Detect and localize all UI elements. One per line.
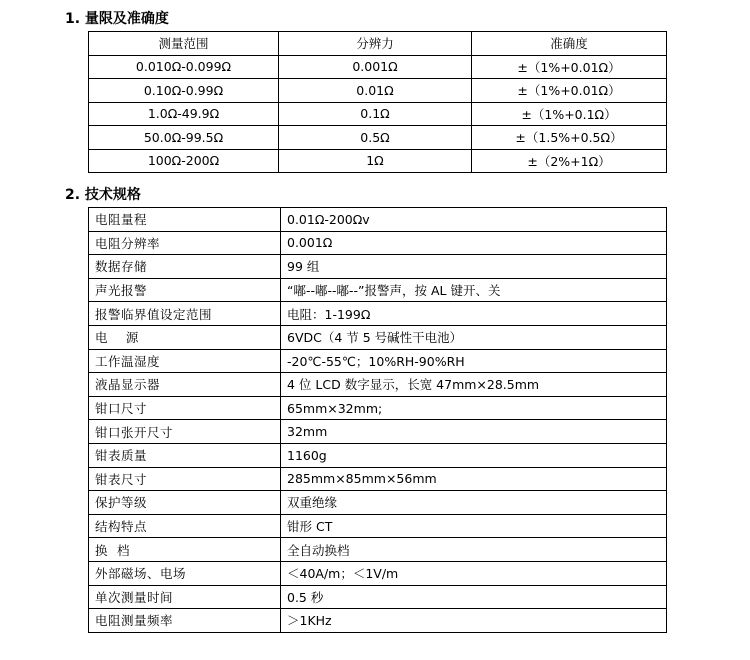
spec-value: 0.01Ω-200Ωv <box>281 208 667 232</box>
resolution-cell: 0.01Ω <box>279 79 472 103</box>
accuracy-cell: ±（1%+0.01Ω） <box>472 55 667 79</box>
spec-label: 钳表尺寸 <box>89 467 281 491</box>
spec-label: 钳表质量 <box>89 443 281 467</box>
table-header-row <box>89 32 667 56</box>
spec-value: 0.5 秒 <box>281 585 667 609</box>
spec-label: 结构特点 <box>89 514 281 538</box>
spec-label: 报警临界值设定范围 <box>89 302 281 326</box>
spec-value: 双重绝缘 <box>281 491 667 515</box>
spec-table <box>88 207 667 633</box>
spec-label: 换 档 <box>89 538 281 562</box>
accuracy-cell: ±（1%+0.01Ω） <box>472 79 667 103</box>
table-row <box>89 443 667 467</box>
section-1-title: 1. 量限及准确度 <box>65 11 169 27</box>
header-accuracy: 准确度 <box>472 32 667 56</box>
spec-label: 电 源 <box>89 325 281 349</box>
table-row <box>89 373 667 397</box>
table-row <box>89 514 667 538</box>
table-row <box>89 538 667 562</box>
range-cell: 0.10Ω-0.99Ω <box>89 79 279 103</box>
resolution-cell: 1Ω <box>279 149 472 173</box>
table-row <box>89 609 667 633</box>
spec-label: 钳口张开尺寸 <box>89 420 281 444</box>
resolution-cell: 0.1Ω <box>279 102 472 126</box>
table-row <box>89 585 667 609</box>
spec-value: ＜40A/m；＜1V/m <box>281 561 667 585</box>
spec-value: 65mm×32mm; <box>281 396 667 420</box>
range-cell: 1.0Ω-49.9Ω <box>89 102 279 126</box>
table-row <box>89 208 667 232</box>
section-2-title: 2. 技术规格 <box>65 187 141 203</box>
range-cell: 50.0Ω-99.5Ω <box>89 126 279 150</box>
table-row <box>89 325 667 349</box>
spec-value: 285mm×85mm×56mm <box>281 467 667 491</box>
spec-value: 钳形 CT <box>281 514 667 538</box>
spec-value: 全自动换档 <box>281 538 667 562</box>
table-row <box>89 102 667 126</box>
spec-label: 声光报警 <box>89 278 281 302</box>
table-row <box>89 231 667 255</box>
spec-value: 32mm <box>281 420 667 444</box>
spec-label: 保护等级 <box>89 491 281 515</box>
resolution-cell: 0.001Ω <box>279 55 472 79</box>
spec-value: “嘟--嘟--嘟--”报警声，按 AL 键开、关 <box>281 278 667 302</box>
spec-label: 单次测量时间 <box>89 585 281 609</box>
spec-value: ＞1KHz <box>281 609 667 633</box>
spec-value: -20℃-55℃；10%RH-90%RH <box>281 349 667 373</box>
spec-label: 电阻分辨率 <box>89 231 281 255</box>
table-row <box>89 561 667 585</box>
header-resolution: 分辨力 <box>279 32 472 56</box>
spec-value: 电阻：1-199Ω <box>281 302 667 326</box>
spec-label: 液晶显示器 <box>89 373 281 397</box>
spec-label: 电阻量程 <box>89 208 281 232</box>
spec-value: 1160g <box>281 443 667 467</box>
table-row <box>89 396 667 420</box>
table-row <box>89 255 667 279</box>
table-row <box>89 420 667 444</box>
spec-label: 外部磁场、电场 <box>89 561 281 585</box>
table-row <box>89 149 667 173</box>
table-row <box>89 278 667 302</box>
range-cell: 0.010Ω-0.099Ω <box>89 55 279 79</box>
range-accuracy-table <box>88 31 667 173</box>
spec-label: 电阻测量频率 <box>89 609 281 633</box>
range-cell: 100Ω-200Ω <box>89 149 279 173</box>
spec-value: 99 组 <box>281 255 667 279</box>
resolution-cell: 0.5Ω <box>279 126 472 150</box>
accuracy-cell: ±（1.5%+0.5Ω） <box>472 126 667 150</box>
spec-label: 工作温湿度 <box>89 349 281 373</box>
spec-value: 4 位 LCD 数字显示，长宽 47mm×28.5mm <box>281 373 667 397</box>
spec-value: 0.001Ω <box>281 231 667 255</box>
accuracy-cell: ±（1%+0.1Ω） <box>472 102 667 126</box>
spec-label: 钳口尺寸 <box>89 396 281 420</box>
table-row <box>89 467 667 491</box>
table-row <box>89 79 667 103</box>
spec-label: 数据存储 <box>89 255 281 279</box>
table-row <box>89 126 667 150</box>
spec-value: 6VDC（4 节 5 号碱性干电池） <box>281 325 667 349</box>
table-row <box>89 491 667 515</box>
header-range: 测量范围 <box>89 32 279 56</box>
table-row <box>89 349 667 373</box>
table-row <box>89 302 667 326</box>
table-row <box>89 55 667 79</box>
accuracy-cell: ±（2%+1Ω） <box>472 149 667 173</box>
